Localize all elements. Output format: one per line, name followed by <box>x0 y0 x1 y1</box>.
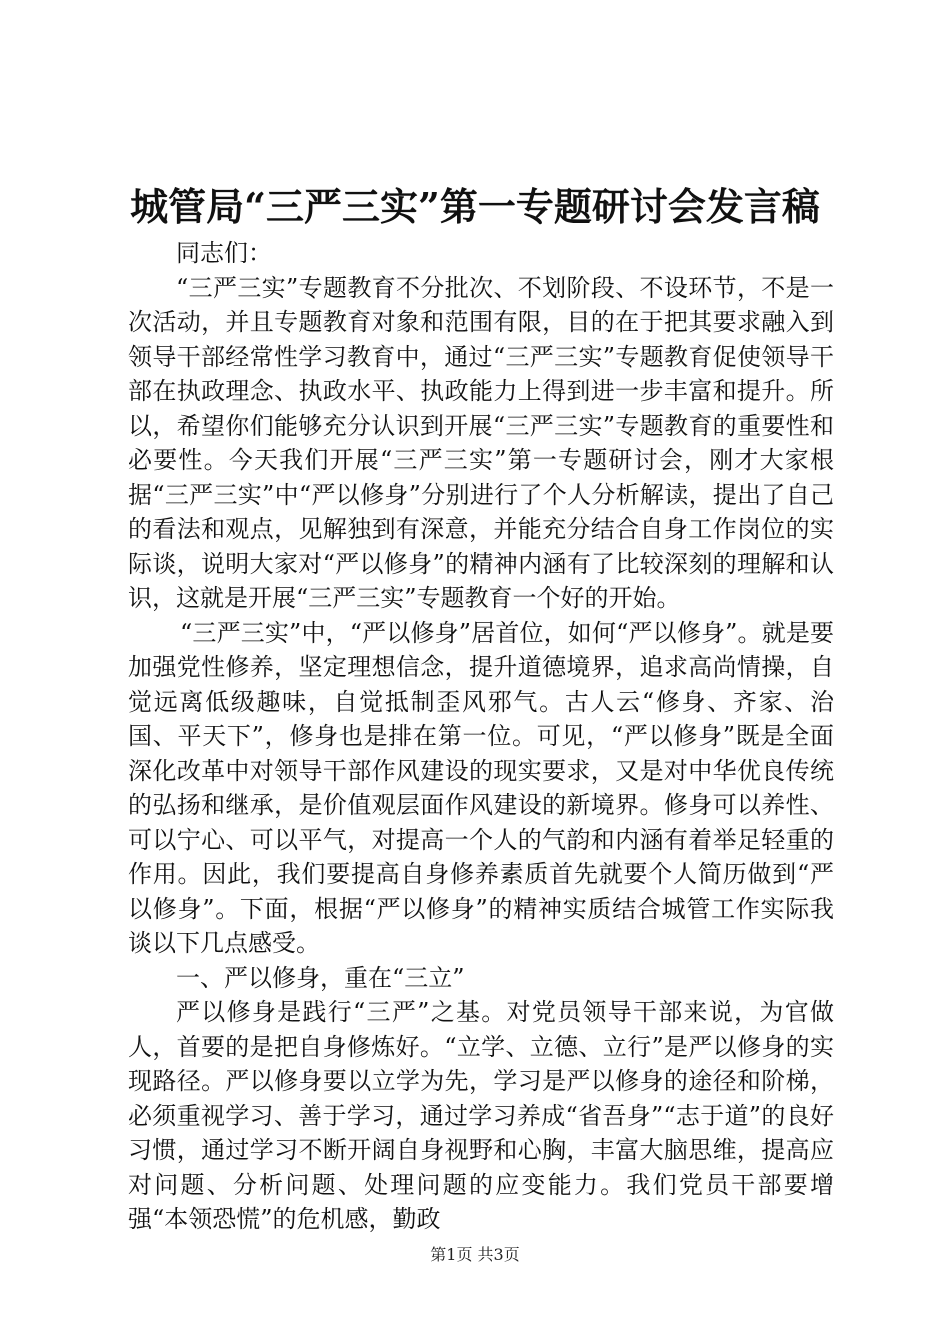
document-body <box>128 236 834 1237</box>
document-title: 城管局“三严三实”第一专题研讨会发言稿 <box>130 184 820 229</box>
section-heading-one: 一、严以修身，重在“三立” <box>176 963 465 992</box>
paragraph-three-establishments: 严以修身是践行“三严”之基。对党员领导干部来说，为官做人，首要的是把自身修炼好。“立学、立德、立行”是严以修身的实现路径。严以修身要以立学为先，学习是严以修身的途径和阶梯，必须重视学习、善于学习，通过学习养成“省吾身”“志于道”的良好习惯，通过学习不断开阔自身视野和心胸，丰富大脑思维，提高应对问题、分析问题、处理问题的应变能力。我们党员干部要增强“本领恐慌”的危机感，勤政 <box>128 998 834 1233</box>
page-footer: 第1页 共3页 <box>430 1245 520 1264</box>
salutation: 同志们： <box>176 239 272 267</box>
paragraph-self-cultivation: “三严三实”中，“严以修身”居首位，如何“严以修身”。就是要加强党性修养，坚定理想信念，提升道德境界，追求高尚情操，自觉远离低级趣味，自觉抵制歪风邪气。古人云“修身、齐家、治国、平天下”，修身也是排在第一位。可见，“严以修身”既是全面深化改革中对领导干部作风建设的现实要求，又是对中华优良传统的弘扬和继承，是价值观层面作风建设的新境界。修身可以养性、可以宁心、可以平气，对提高一个人的气韵和内涵有着举足轻重的作用。因此，我们要提高自身修养素质首先就要个人简历做到“严以修身”。下面，根据“严以修身”的精神实质结合城管工作实际我谈以下几点感受。 <box>128 618 834 957</box>
paragraph-intro: “三严三实”专题教育不分批次、不划阶段、不设环节，不是一次活动，并且专题教育对象和范围有限，目的在于把其要求融入到领导干部经常性学习教育中，通过“三严三实”专题教育促使领导干部在执政理念、执政水平、执政能力上得到进一步丰富和提升。所以，希望你们能够充分认识到开展“三严三实”专题教育的重要性和必要性。今天我们开展“三严三实”第一专题研讨会，刚才大家根据“三严三实”中“严以修身”分别进行了个人分析解读，提出了自己的看法和观点，见解独到有深意，并能充分结合自身工作岗位的实际谈，说明大家对“严以修身”的精神内涵有了比较深刻的理解和认识，这就是开展“三严三实”专题教育一个好的开始。 <box>128 273 834 612</box>
